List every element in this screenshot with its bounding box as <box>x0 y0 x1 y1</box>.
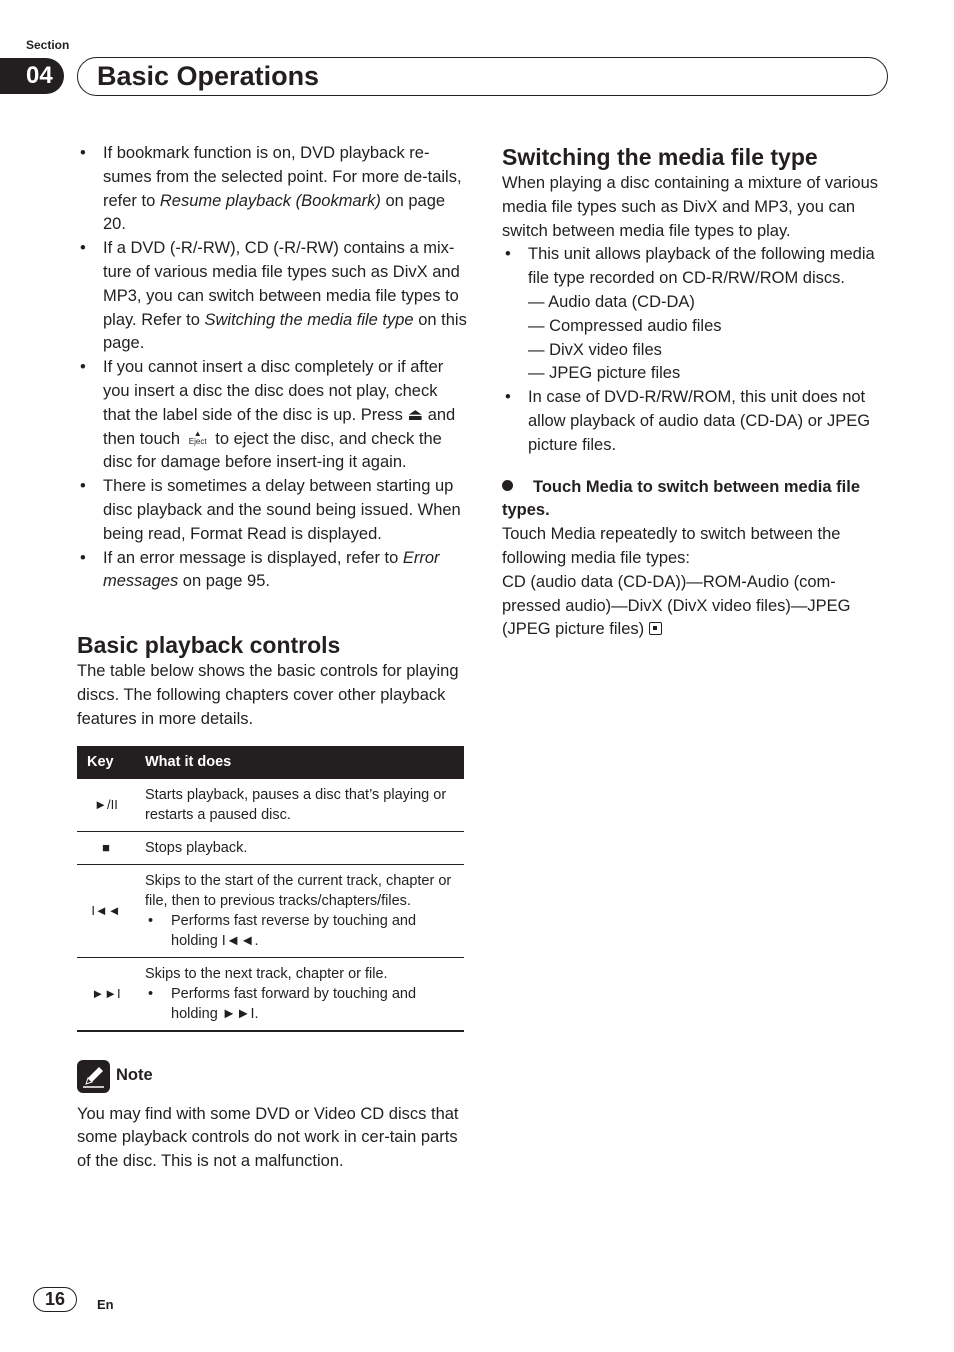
table-row: ►►I Skips to the next track, chapter or file. • Performs fast forward by touching and holding ►►I. <box>77 957 464 1031</box>
pencil-note-icon <box>77 1060 110 1093</box>
list-item: • There is sometimes a delay between starting up disc playback and the sound being issued. When being read, Format Read is displayed. <box>77 475 467 546</box>
next-track-icon: ►►I <box>221 1005 255 1022</box>
column-header-what: What it does <box>135 746 464 779</box>
table-row: ►/II Starts playback, pauses a disc that’s playing or restarts a paused disc. <box>77 779 464 832</box>
heading-basic-playback: Basic playback controls <box>77 632 341 659</box>
heading-switching-media: Switching the media file type <box>502 144 818 170</box>
touch-media-text: Touch Media repeatedly to switch between the following media file types: <box>502 525 841 567</box>
column-header-key: Key <box>77 746 135 779</box>
list-item: • In case of DVD-R/RW/ROM, this unit does not allow playback of audio data (CD-DA) or JPEG picture files. <box>502 386 892 457</box>
controls-table <box>77 746 464 1032</box>
list-item: • If bookmark function is on, DVD playback re-sumes from the selected point. For more de-tails, refer to Resume playback (Bookmark) on page 20. <box>77 142 467 237</box>
media-type-cycle: CD (audio data (CD-DA))—ROM-Audio (com-pressed audio)—DivX (DivX video files)—JPEG (JPEG picture files) <box>502 572 851 639</box>
link-error-messages: Error messages <box>103 548 440 591</box>
language-label: En <box>97 1297 114 1312</box>
dash-item: — JPEG picture files <box>528 364 681 383</box>
left-column <box>77 142 467 1174</box>
basic-playback-intro: The table below shows the basic controls for playing discs. The following chapters cover other playback features in more details. <box>77 662 459 728</box>
list-item: • If you cannot insert a disc completely or if after you insert a disc the disc does not play, check that the label side of the disc is up. Press ⏏ and then touch ▲ Eject to eject the disc, and check the disc for damage before insert-ing it again. <box>77 356 467 475</box>
page-title: Basic Operations <box>97 61 320 91</box>
previous-track-icon: I◄◄ <box>221 932 255 949</box>
switching-intro: When playing a disc containing a mixture of various media file types such as DivX and MP3, you can switch between media file types to play. <box>502 174 879 240</box>
eject-button-icon: ▲ Eject <box>188 428 207 446</box>
dash-item: — DivX video files <box>528 340 662 359</box>
note-heading: Note <box>77 1060 467 1093</box>
dash-item: — Compressed audio files <box>528 316 722 335</box>
eject-icon: ⏏ <box>407 405 424 424</box>
section-label: Section <box>26 38 70 52</box>
tips-list <box>77 142 467 594</box>
link-switching-media: Switching the media file type <box>204 310 414 329</box>
note-text: You may find with some DVD or Video CD discs that some playback controls do not work in cer-tain parts of the disc. This is not a malfunction. <box>77 1104 459 1171</box>
step-dot-icon <box>502 480 513 491</box>
stop-icon: ■ <box>77 831 135 864</box>
touch-media-heading: Touch Media to switch between media file types. <box>502 477 860 520</box>
next-track-icon: ►►I <box>77 957 135 1031</box>
section-number-badge: 04 <box>0 58 64 94</box>
dash-item: — Audio data (CD-DA) <box>528 292 695 311</box>
previous-track-icon: I◄◄ <box>77 864 135 957</box>
list-item: • If an error message is displayed, refer to Error messages on page 95. <box>77 547 467 595</box>
link-resume-playback: Resume playback (Bookmark) <box>159 191 381 210</box>
switching-list <box>502 243 892 457</box>
list-item: • If a DVD (-R/-RW), CD (-R/-RW) contains a mix-ture of various media file types such as DivX and MP3, you can switch between media file types to play. Refer to Switching the media file type on this page. <box>77 237 467 356</box>
right-column <box>502 142 892 642</box>
table-row: ■ Stops playback. <box>77 831 464 864</box>
end-of-section-icon <box>649 622 662 635</box>
table-row: I◄◄ Skips to the start of the current track, chapter or file, then to previous tracks/chapters/files. • Performs fast reverse by touching and holding I◄◄. <box>77 864 464 957</box>
page-number: 16 <box>33 1287 77 1312</box>
play-pause-icon: ►/II <box>77 779 135 832</box>
list-item: • This unit allows playback of the following media file type recorded on CD-R/RW/ROM discs. — Audio data (CD-DA) — Compressed audio files — DivX video files — JPEG picture files <box>502 243 892 386</box>
